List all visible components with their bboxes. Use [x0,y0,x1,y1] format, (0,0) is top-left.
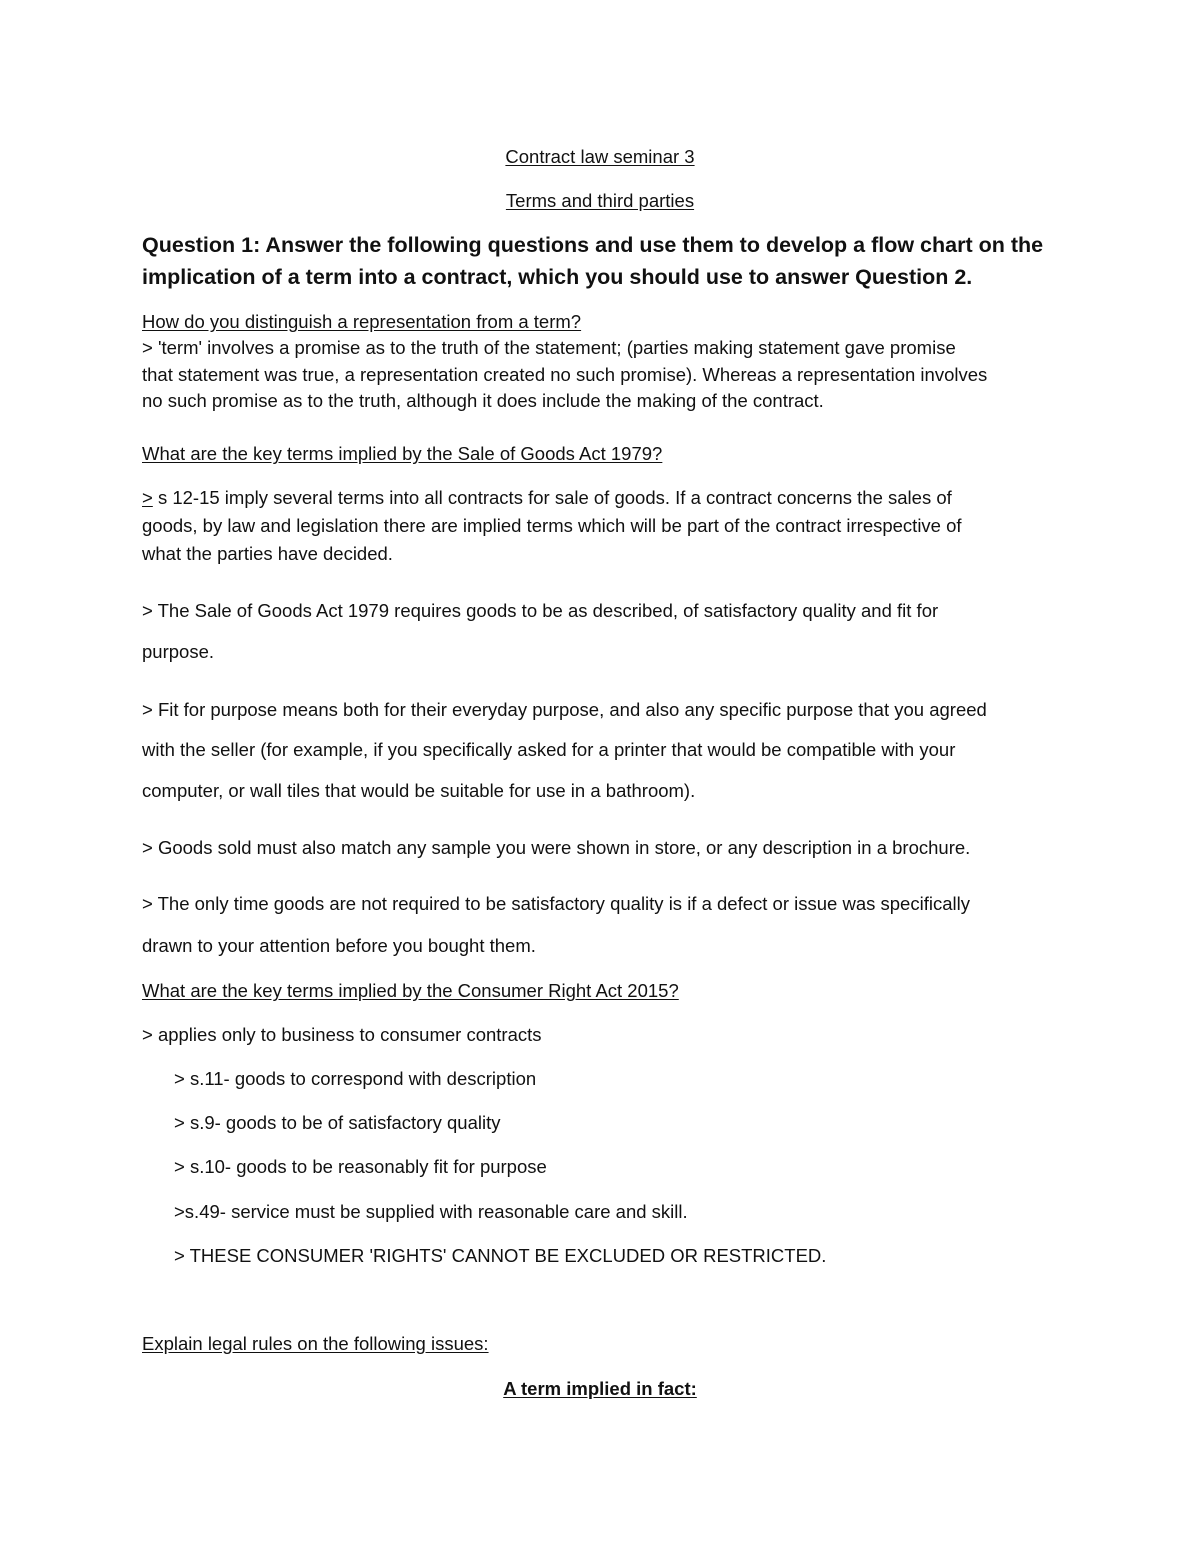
consumer-rights-heading: What are the key terms implied by the Consumer Right Act 2015? [142,980,679,1001]
sale-of-goods-heading: What are the key terms implied by the Sale of Goods Act 1979? [142,443,663,464]
sale-of-goods-p3-line-1: > Fit for purpose means both for their everyday purpose, and also any specific purpose that you agreed [142,699,987,720]
sale-of-goods-p1-line-3: what the parties have decided. [142,543,393,564]
sale-of-goods-p2-line-2: purpose. [142,641,214,662]
representation-heading: How do you distinguish a representation from a term? [142,311,582,332]
sale-of-goods-p4: > Goods sold must also match any sample you were shown in store, or any description in a brochure. [142,837,971,858]
consumer-rights-item: >s.49- service must be supplied with reasonable care and skill. [174,1201,688,1222]
document-subtitle: Terms and third parties [505,190,695,211]
document-title: Contract law seminar 3 [505,146,695,167]
sale-of-goods-p1-line-2: goods, by law and legislation there are implied terms which will be part of the contract irrespective of [142,515,962,536]
representation-line-2: that statement was true, a representation created no such promise). Whereas a representation involves [142,364,988,385]
representation-line-3: no such promise as to the truth, although it does include the making of the contract. [142,390,824,411]
consumer-rights-intro: > applies only to business to consumer contracts [142,1024,542,1045]
sale-of-goods-p3-line-3: computer, or wall tiles that would be suitable for use in a bathroom). [142,780,696,801]
consumer-rights-item: > s.9- goods to be of satisfactory quality [174,1112,501,1133]
bullet-marker: > [142,487,153,508]
consumer-rights-item: > s.10- goods to be reasonably fit for purpose [174,1156,547,1177]
question-1-line-2: implication of a term into a contract, which you should use to answer Question 2. [142,265,973,289]
consumer-rights-item: > s.11- goods to correspond with description [174,1068,537,1089]
consumer-rights-item: > THESE CONSUMER 'RIGHTS' CANNOT BE EXCLUDED OR RESTRICTED. [174,1245,827,1266]
sale-of-goods-p1-line-1-text: s 12-15 imply several terms into all contracts for sale of goods. If a contract concerns the sales of [152,487,952,508]
sale-of-goods-p5-line-1: > The only time goods are not required to be satisfactory quality is if a defect or issue was specifically [142,893,970,914]
question-1-line-1: Question 1: Answer the following questions and use them to develop a flow chart on the [142,233,1044,257]
sale-of-goods-p1-line-1 [142,484,952,511]
sale-of-goods-p3-line-2: with the seller (for example, if you specifically asked for a printer that would be compatible with your [142,739,956,760]
representation-line-1: > 'term' involves a promise as to the truth of the statement; (parties making statement gave promise [142,337,956,358]
sale-of-goods-p2-line-1: > The Sale of Goods Act 1979 requires goods to be as described, of satisfactory quality and fit for [142,600,939,621]
term-in-fact-heading: A term implied in fact: [503,1378,697,1399]
explain-heading: Explain legal rules on the following issues: [142,1333,489,1354]
sale-of-goods-p5-line-2: drawn to your attention before you bought them. [142,935,536,956]
